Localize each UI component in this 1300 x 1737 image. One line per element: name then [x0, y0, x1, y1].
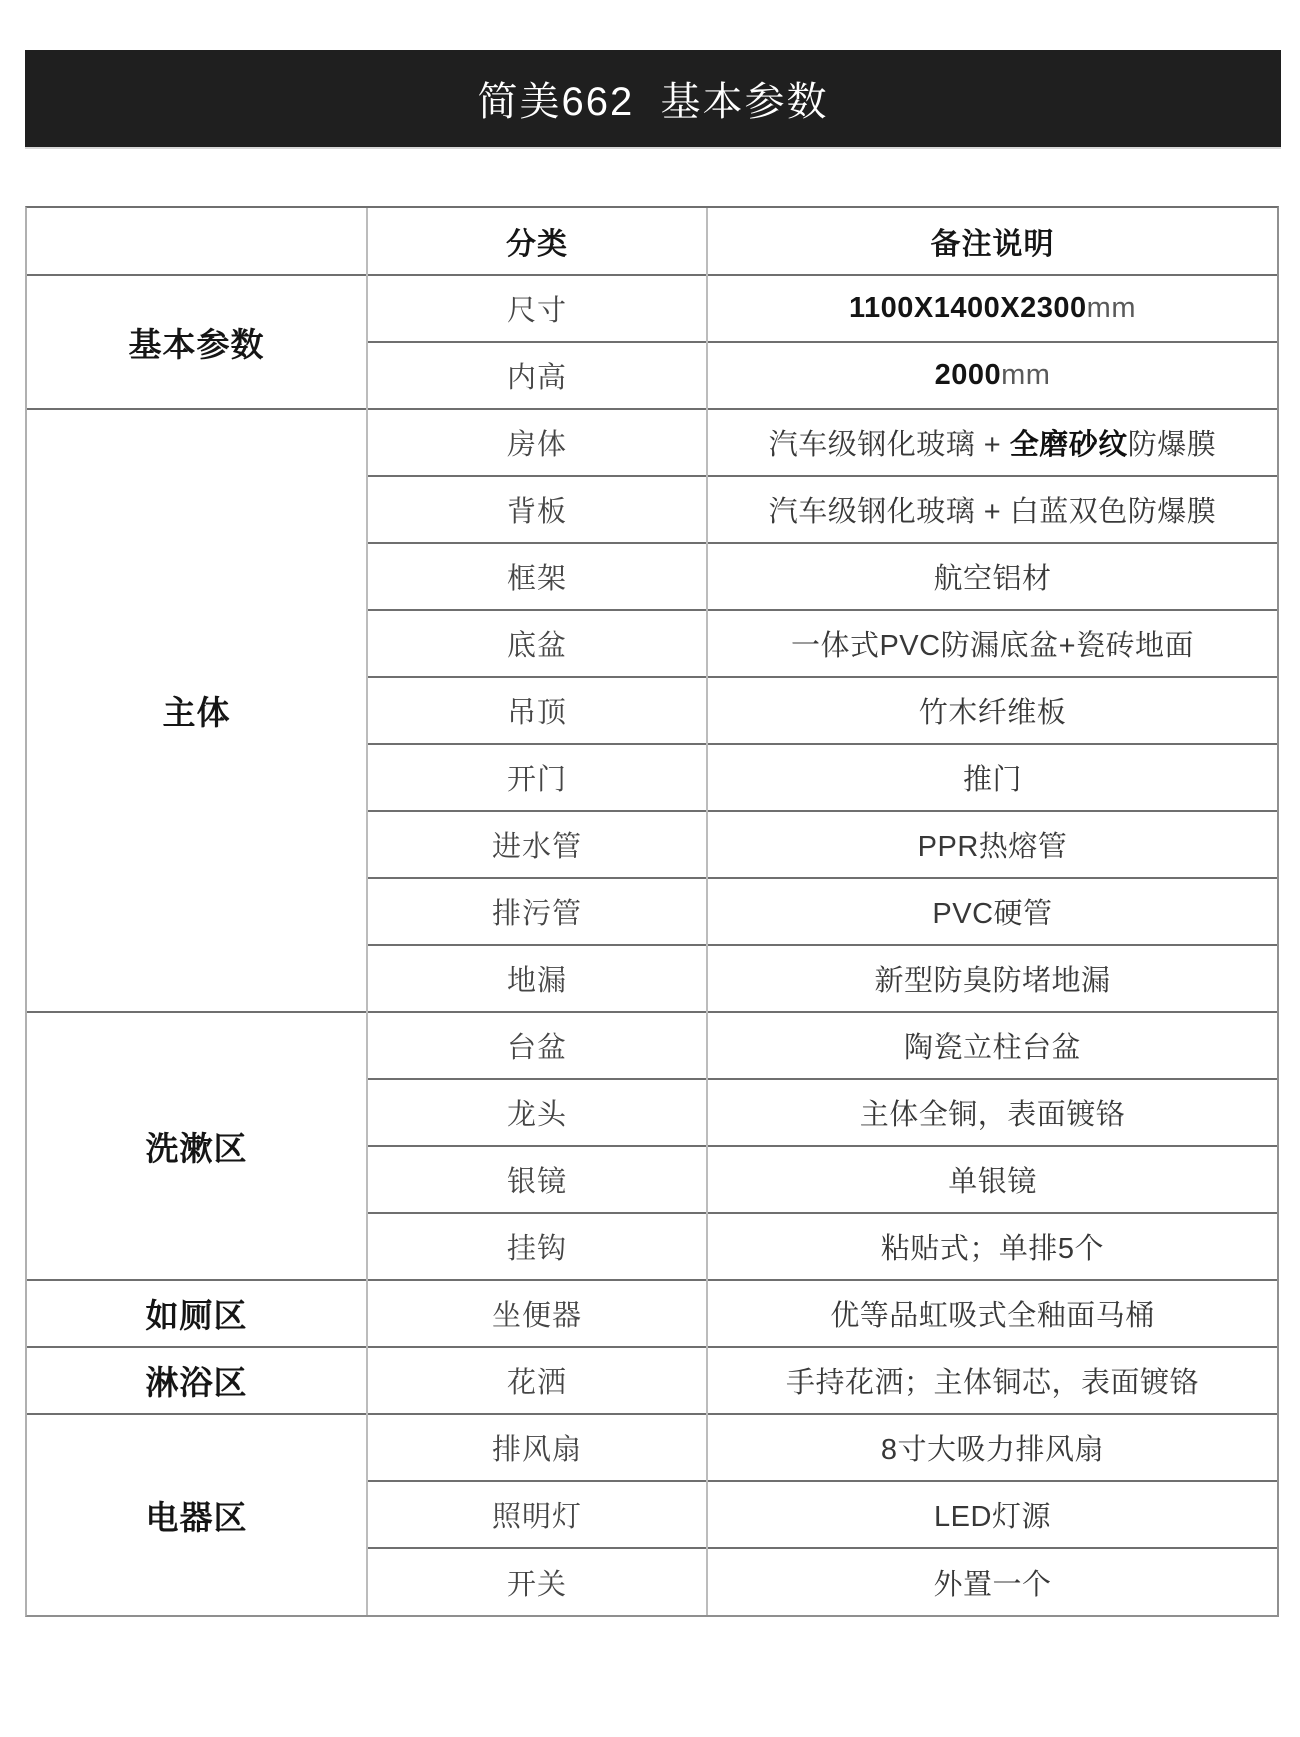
page-title: 简美662 基本参数 — [477, 80, 829, 124]
spec-name-cell: 开门 — [367, 744, 707, 811]
spec-value-segment: 汽车级钢化玻璃 + — [768, 429, 1010, 461]
spec-name-cell: 地漏 — [367, 945, 707, 1012]
spec-value-segment: 8寸大吸力排风扇 — [880, 1434, 1105, 1466]
spec-row — [27, 1012, 1277, 1079]
spec-value-cell — [707, 1146, 1277, 1213]
spec-table — [27, 208, 1277, 1615]
spec-value-segment: 主体全铜，表面镀铬 — [859, 1099, 1126, 1131]
spec-value-cell — [707, 1012, 1277, 1079]
spec-value-segment: 粘贴式；单排5个 — [880, 1233, 1105, 1265]
spec-value-segment: 航空铝材 — [933, 563, 1052, 595]
spec-row — [27, 1414, 1277, 1481]
spec-value-segment: 外置一个 — [933, 1568, 1052, 1601]
header-empty-cell — [27, 208, 367, 275]
spec-value-segment: 1100X1400X2300 — [849, 292, 1087, 324]
spec-value-segment: 一体式PVC防漏底盆+瓷砖地面 — [790, 630, 1195, 662]
group-label-cell: 如厕区 — [27, 1280, 367, 1347]
spec-value-cell — [707, 275, 1277, 342]
spec-name-cell: 龙头 — [367, 1079, 707, 1146]
spec-table-body — [27, 208, 1277, 1615]
title-banner — [25, 50, 1281, 149]
table-header-row — [27, 208, 1277, 275]
spec-value-segment: PPR热熔管 — [917, 831, 1068, 863]
header-remarks-cell: 备注说明 — [707, 208, 1277, 275]
spec-value-cell — [707, 409, 1277, 476]
group-label-cell: 淋浴区 — [27, 1347, 367, 1414]
spec-row — [27, 409, 1277, 476]
spec-value-cell — [707, 476, 1277, 543]
spec-value-cell — [707, 1347, 1277, 1414]
spec-name-cell: 台盆 — [367, 1012, 707, 1079]
spec-value-segment: 推门 — [962, 764, 1022, 796]
spec-row — [27, 1347, 1277, 1414]
spec-name-cell: 框架 — [367, 543, 707, 610]
spec-name-cell: 银镜 — [367, 1146, 707, 1213]
spec-value-cell — [707, 811, 1277, 878]
spec-value-segment: mm — [1086, 292, 1136, 324]
spec-table-wrap — [25, 206, 1279, 1617]
spec-value-cell — [707, 1213, 1277, 1280]
spec-row — [27, 1280, 1277, 1347]
spec-value-cell — [707, 342, 1277, 409]
spec-name-cell: 尺寸 — [367, 275, 707, 342]
spec-value-segment: 汽车级钢化玻璃 + 白蓝双色防爆膜 — [768, 496, 1217, 528]
spec-value-segment: 防爆膜 — [1127, 429, 1217, 461]
spec-name-cell: 排风扇 — [367, 1414, 707, 1481]
spec-value-segment: mm — [1001, 359, 1051, 391]
spec-value-segment: 新型防臭防堵地漏 — [874, 965, 1111, 997]
spec-value-cell — [707, 1280, 1277, 1347]
spec-name-cell: 背板 — [367, 476, 707, 543]
spec-value-segment: 手持花洒；主体铜芯，表面镀铬 — [785, 1367, 1199, 1399]
spec-value-cell — [707, 1079, 1277, 1146]
spec-name-cell: 房体 — [367, 409, 707, 476]
spec-name-cell: 吊顶 — [367, 677, 707, 744]
spec-value-cell — [707, 677, 1277, 744]
spec-value-cell — [707, 1414, 1277, 1481]
spec-name-cell: 进水管 — [367, 811, 707, 878]
spec-value-segment: 全磨砂纹 — [1009, 429, 1128, 461]
spec-value-cell — [707, 1481, 1277, 1548]
spec-value-segment: PVC硬管 — [932, 898, 1053, 930]
spec-value-cell — [707, 610, 1277, 677]
spec-name-cell: 内高 — [367, 342, 707, 409]
group-label-cell: 基本参数 — [27, 275, 367, 409]
spec-name-cell: 底盆 — [367, 610, 707, 677]
spec-value-segment: 单银镜 — [948, 1166, 1037, 1198]
spec-name-cell: 开关 — [367, 1548, 707, 1615]
group-label-cell: 洗漱区 — [27, 1012, 367, 1280]
spec-name-cell: 花洒 — [367, 1347, 707, 1414]
group-label-cell: 主体 — [27, 409, 367, 1012]
spec-value-cell — [707, 945, 1277, 1012]
spec-value-segment: LED灯源 — [934, 1501, 1051, 1533]
header-classification-cell: 分类 — [367, 208, 707, 275]
spec-value-cell — [707, 543, 1277, 610]
spec-row — [27, 275, 1277, 342]
spec-value-segment: 优等品虹吸式全釉面马桶 — [830, 1300, 1155, 1332]
spec-value-segment: 陶瓷立柱台盆 — [903, 1032, 1081, 1064]
spec-value-cell — [707, 744, 1277, 811]
spec-name-cell: 照明灯 — [367, 1481, 707, 1548]
group-label-cell: 电器区 — [27, 1414, 367, 1615]
spec-value-segment: 2000 — [934, 359, 1002, 391]
spec-value-segment: 竹木纤维板 — [918, 697, 1067, 729]
spec-value-cell — [707, 1548, 1277, 1615]
spec-name-cell: 坐便器 — [367, 1280, 707, 1347]
spec-name-cell: 排污管 — [367, 878, 707, 945]
spec-name-cell: 挂钩 — [367, 1213, 707, 1280]
spec-value-cell — [707, 878, 1277, 945]
